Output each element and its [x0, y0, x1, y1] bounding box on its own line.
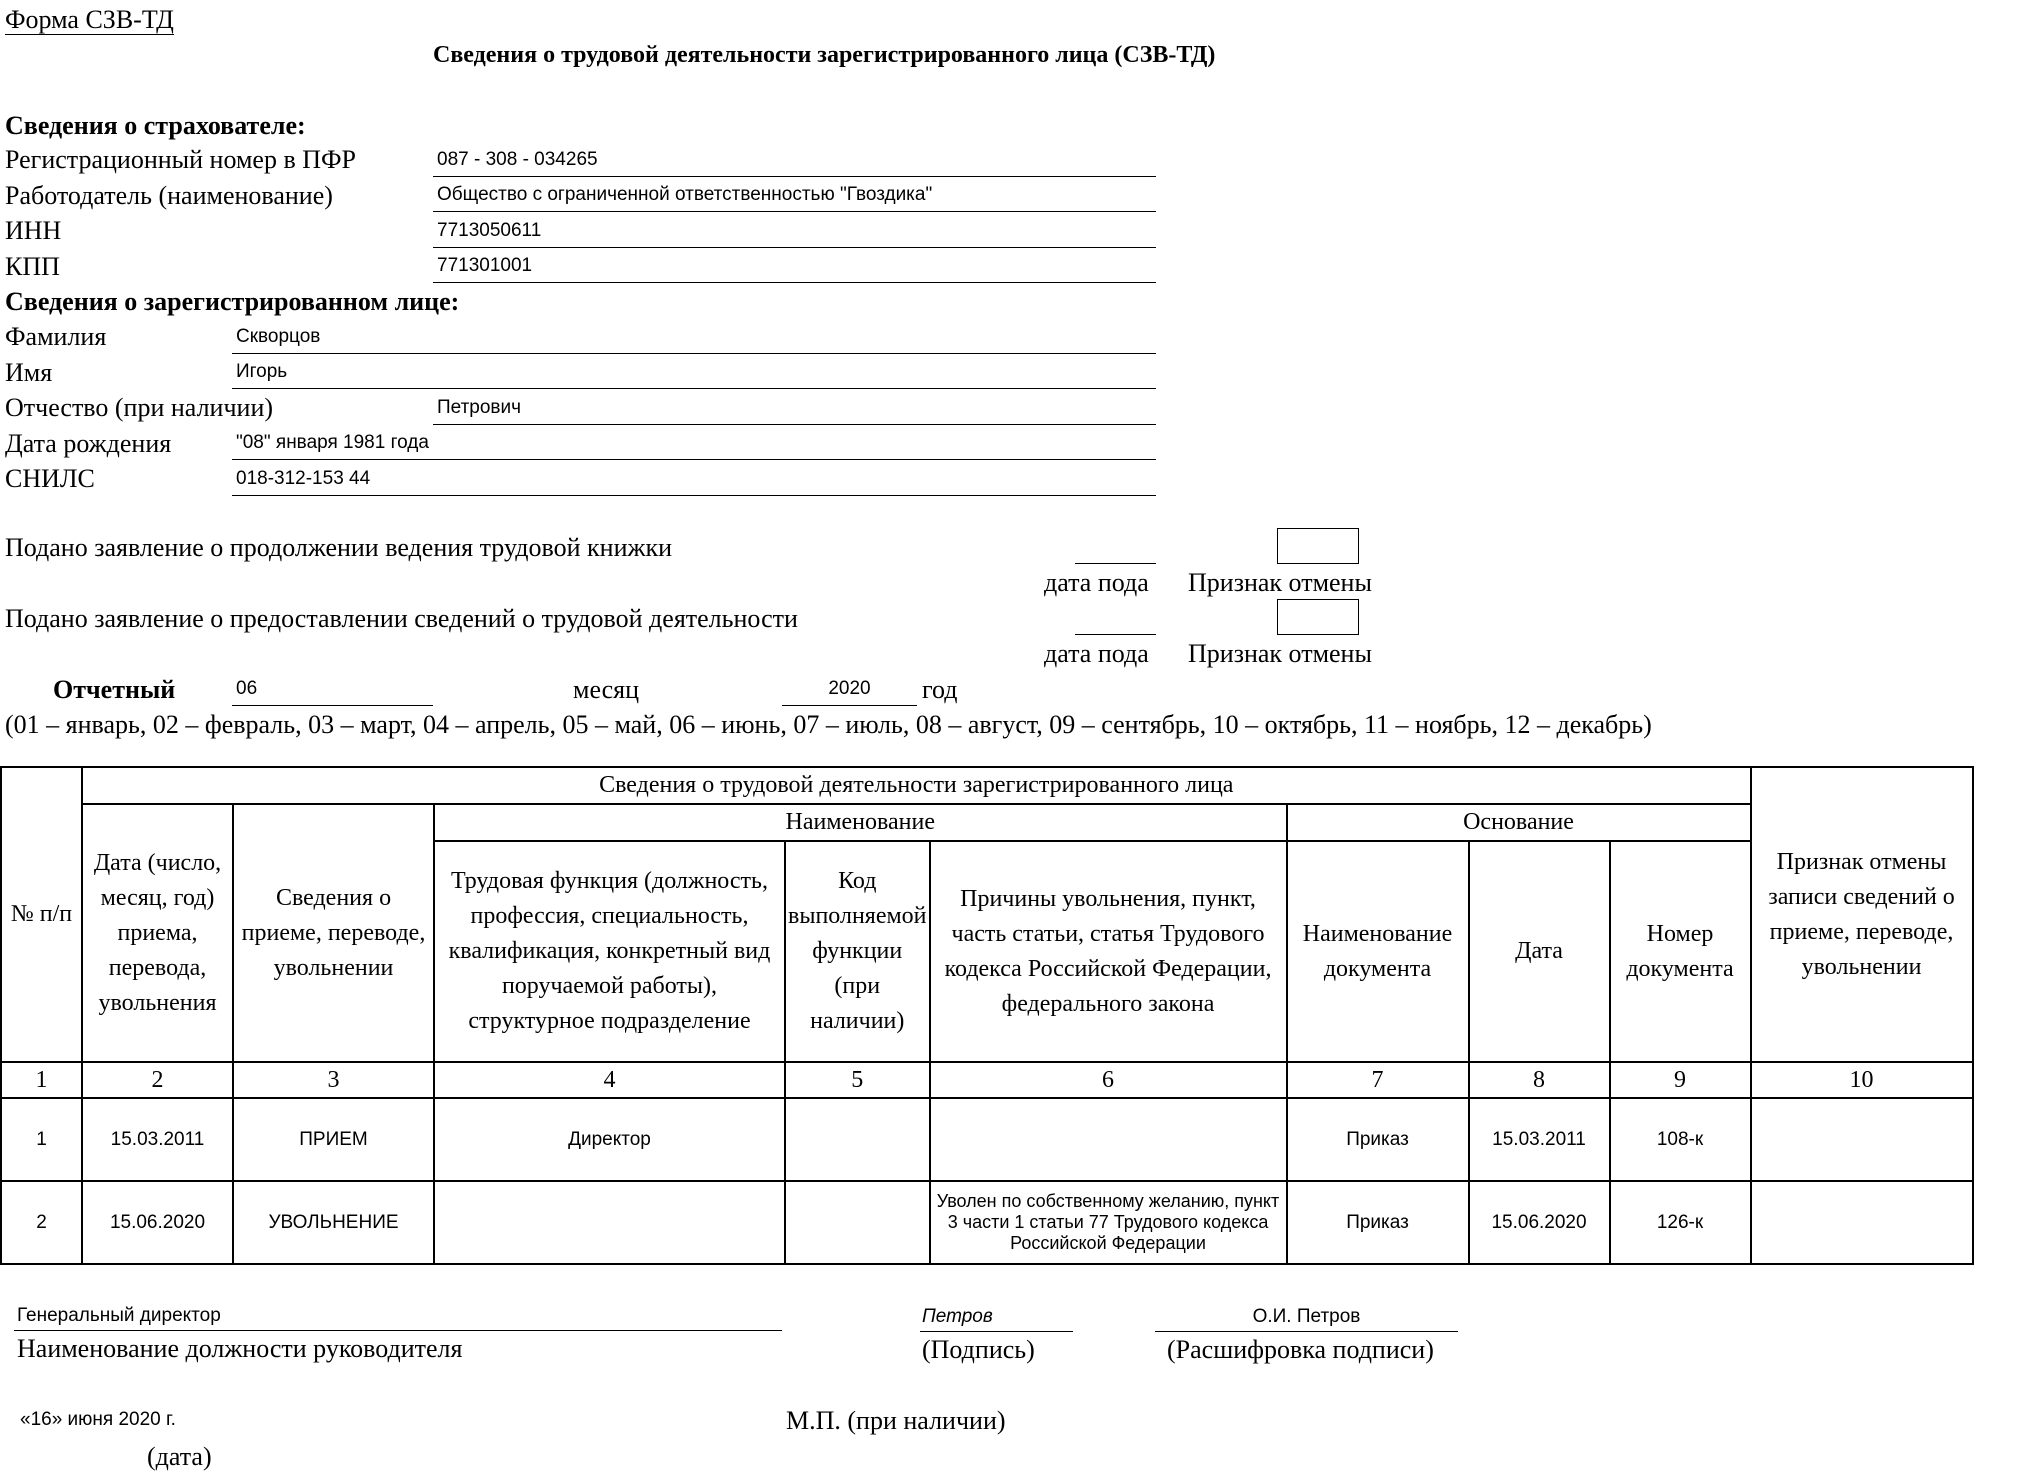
row-date-cell: 15.03.2011 — [82, 1098, 233, 1181]
col-number: 1 — [1, 1062, 82, 1098]
row-info-cell: УВОЛЬНЕНИЕ — [233, 1181, 434, 1264]
name-label: Имя — [5, 358, 53, 387]
surname-line — [232, 353, 1156, 354]
row-function-cell — [434, 1181, 785, 1264]
kpp-label: КПП — [5, 252, 60, 281]
months-hint: (01 – январь, 02 – февраль, 03 – март, 04 – апрель, 05 – май, 06 – июнь, 07 – июль, 08 – август, 09 – сентябрь, 10 – октябрь, 11 – ноябрь, 12 – декабрь) — [5, 710, 1652, 739]
period-month-label: месяц — [573, 675, 640, 704]
patronymic-value: Петрович — [437, 397, 522, 418]
col-number: 10 — [1751, 1062, 1973, 1098]
continue-cancel-label: Признак отмены — [1188, 568, 1372, 597]
name-value: Игорь — [236, 361, 288, 382]
date-label: (дата) — [147, 1442, 212, 1471]
row-num-cell: 2 — [1, 1181, 82, 1264]
col-doc-name-header: Наименование документа — [1287, 841, 1469, 1062]
group-basis-header: Основание — [1287, 804, 1751, 841]
position-label: Наименование должности руководителя — [17, 1334, 463, 1363]
group-main-header: Сведения о трудовой деятельности зарегистрированного лица — [82, 767, 1751, 804]
col-reasons-header: Причины увольнения, пункт, часть статьи, статья Трудового кодекса Российской Федерации, федерального закона — [930, 841, 1287, 1062]
col-code-header: Код выполняемой функции (при наличии) — [785, 841, 930, 1062]
stamp-label: М.П. (при наличии) — [786, 1406, 1006, 1435]
col-number: 6 — [930, 1062, 1287, 1098]
row-num-cell: 1 — [1, 1098, 82, 1181]
date-value: «16» июня 2020 г. — [20, 1409, 176, 1430]
row-code-cell — [785, 1098, 930, 1181]
row-doc-date-cell: 15.03.2011 — [1469, 1098, 1610, 1181]
provide-cancel-box[interactable] — [1277, 599, 1359, 635]
row-function-cell: Директор — [434, 1098, 785, 1181]
col-number: 7 — [1287, 1062, 1469, 1098]
continue-date-line — [1075, 563, 1156, 564]
period-label: Отчетный — [53, 675, 176, 704]
col-doc-date-header: Дата — [1469, 841, 1610, 1062]
col-number: 4 — [434, 1062, 785, 1098]
insurer-heading: Сведения о страхователе: — [5, 111, 306, 140]
reg-number-label: Регистрационный номер в ПФР — [5, 145, 356, 174]
col-num-header: № п/п — [1, 767, 82, 1062]
birth-value: "08" января 1981 года — [236, 432, 429, 453]
employer-value: Общество с ограниченной ответственностью "Гвоздика" — [437, 184, 933, 205]
kpp-line — [433, 282, 1156, 283]
form-name: Форма СЗВ-ТД — [5, 5, 174, 34]
provide-date-label: дата пода — [1044, 639, 1149, 668]
reg-number-line — [433, 176, 1156, 177]
col-number: 9 — [1610, 1062, 1751, 1098]
row-doc-date-cell: 15.06.2020 — [1469, 1181, 1610, 1264]
col-date-header: Дата (число, месяц, год) приема, перевода, увольнения — [82, 804, 233, 1062]
period-month-line — [232, 705, 433, 706]
form-title: Сведения о трудовой деятельности зарегистрированного лица (СЗВ-ТД) — [433, 42, 1216, 68]
name-line — [232, 388, 1156, 389]
employer-line — [433, 211, 1156, 212]
col-number: 3 — [233, 1062, 434, 1098]
period-year-line — [782, 705, 917, 706]
birth-line — [232, 459, 1156, 460]
inn-label: ИНН — [5, 216, 62, 245]
table-row — [1, 1181, 1973, 1264]
row-cancel-cell — [1751, 1098, 1973, 1181]
col-number: 2 — [82, 1062, 233, 1098]
col-number: 8 — [1469, 1062, 1610, 1098]
row-reasons-cell: Уволен по собственному желанию, пункт 3 части 1 статьи 77 Трудового кодекса Российской Федерации — [930, 1181, 1287, 1264]
snils-line — [232, 495, 1156, 496]
patronymic-line — [433, 424, 1156, 425]
birth-label: Дата рождения — [5, 429, 172, 458]
surname-value: Скворцов — [236, 326, 321, 347]
row-code-cell — [785, 1181, 930, 1264]
decode-label: (Расшифровка подписи) — [1167, 1335, 1434, 1364]
col-number: 5 — [785, 1062, 930, 1098]
inn-line — [433, 247, 1156, 248]
row-doc-name-cell: Приказ — [1287, 1181, 1469, 1264]
snils-label: СНИЛС — [5, 464, 95, 493]
employment-table — [0, 766, 1974, 1265]
provide-date-line — [1075, 634, 1156, 635]
period-year-value: 2020 — [828, 678, 871, 699]
continue-application-text: Подано заявление о продолжении ведения трудовой книжки — [5, 533, 673, 562]
kpp-value: 771301001 — [437, 255, 533, 276]
continue-cancel-box[interactable] — [1277, 528, 1359, 564]
row-info-cell: ПРИЕМ — [233, 1098, 434, 1181]
row-doc-num-cell: 108-к — [1610, 1098, 1751, 1181]
period-year-label: год — [922, 675, 958, 704]
table-row — [1, 1098, 1973, 1181]
position-line — [14, 1330, 782, 1331]
patronymic-label: Отчество (при наличии) — [5, 393, 274, 422]
signature-label: (Подпись) — [922, 1335, 1035, 1364]
row-cancel-cell — [1751, 1181, 1973, 1264]
surname-label: Фамилия — [5, 322, 107, 351]
col-info-header: Сведения о приеме, переводе, увольнении — [233, 804, 434, 1062]
col-function-header: Трудовая функция (должность, профессия, специальность, квалификация, конкретный вид поручаемой работы), структурное подразделение — [434, 841, 785, 1062]
row-doc-name-cell: Приказ — [1287, 1098, 1469, 1181]
person-heading: Сведения о зарегистрированном лице: — [5, 287, 460, 316]
decode-line — [1155, 1331, 1458, 1332]
signature-value: Петров — [922, 1306, 993, 1327]
group-name-header: Наименование — [434, 804, 1287, 841]
decode-value: О.И. Петров — [1252, 1306, 1361, 1327]
col-doc-num-header: Номер документа — [1610, 841, 1751, 1062]
signature-line — [920, 1331, 1073, 1332]
inn-value: 7713050611 — [437, 220, 542, 241]
employer-label: Работодатель (наименование) — [5, 181, 333, 210]
col-cancel-header: Признак отмены записи сведений о приеме, переводе, увольнении — [1751, 767, 1973, 1062]
continue-date-label: дата пода — [1044, 568, 1149, 597]
period-month-value: 06 — [236, 678, 258, 699]
reg-number-value: 087 - 308 - 034265 — [437, 149, 598, 170]
snils-value: 018-312-153 44 — [236, 468, 371, 489]
provide-cancel-label: Признак отмены — [1188, 639, 1372, 668]
row-date-cell: 15.06.2020 — [82, 1181, 233, 1264]
row-doc-num-cell: 126-к — [1610, 1181, 1751, 1264]
row-reasons-cell — [930, 1098, 1287, 1181]
position-value: Генеральный директор — [17, 1305, 221, 1326]
provide-application-text: Подано заявление о предоставлении сведений о трудовой деятельности — [5, 604, 798, 633]
